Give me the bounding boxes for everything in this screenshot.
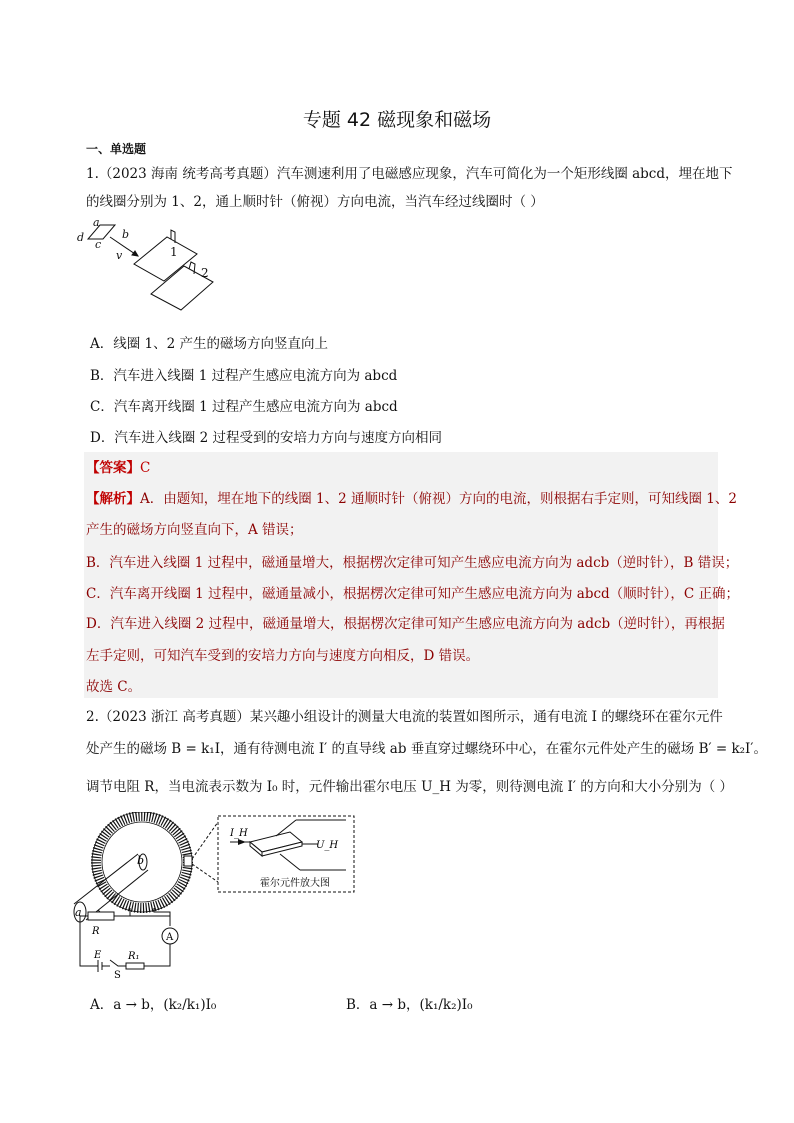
- uh-lead-bottom: [280, 854, 300, 870]
- label-a: a: [93, 216, 100, 229]
- answer-value: C: [140, 460, 151, 476]
- fig2-label-E: E: [94, 950, 102, 961]
- fig2-label-R: R: [92, 926, 100, 937]
- circuit-top-wire: [114, 916, 170, 926]
- coil-1-shape: [134, 237, 197, 281]
- q2-hall-figure: [70, 812, 360, 982]
- q1-analysis-line1: [86, 487, 737, 507]
- section-heading: 一、单选题: [86, 142, 147, 156]
- hall-element-small: [184, 856, 192, 866]
- q1-conclusion: 故选 C。: [86, 679, 142, 695]
- q2-stem-line1: 2.（2023 浙江 高考真题）某兴趣小组设计的测量大电流的装置如图所示，通有电流 I 的螺绕环在霍尔元件: [86, 709, 723, 725]
- fig2-label-S: S: [114, 970, 121, 981]
- toroid-lead: [154, 908, 170, 916]
- ih-arrowhead: [238, 839, 246, 845]
- zoom-line-bottom: [192, 864, 218, 882]
- q2-option-b: B．a → b，(k₁/k₂)I₀: [346, 997, 473, 1013]
- q1-analysis-line3: B．汽车进入线圈 1 过程中，磁通量增大，根据楞次定律可知产生感应电流方向为 adcb（逆时针），B 错误；: [86, 555, 739, 571]
- q1-analysis-line2: 产生的磁场方向竖直向下，A 错误；: [86, 522, 303, 538]
- q1-option-a: A．线圈 1、2 产生的磁场方向竖直向上: [90, 336, 329, 352]
- velocity-arrowhead: [132, 251, 138, 256]
- rheostat-R: [88, 912, 114, 920]
- analysis-text-1: A．由题知，埋在地下的线圈 1、2 通顺时针（俯视）方向的电流，则根据右手定则，可知线圈 1、2: [140, 491, 737, 507]
- q2-stem-line3: 调节电阻 R，当电流表示数为 I₀ 时，元件输出霍尔电压 U_H 为零，则待测电流 I′ 的方向和大小分别为（ ）: [86, 779, 734, 795]
- label-b: b: [122, 228, 130, 241]
- q1-option-c: C．汽车离开线圈 1 过程产生感应电流方向为 abcd: [90, 399, 398, 415]
- q1-stem-line1: 1.（2023 海南 统考高考真题）汽车测速利用了电磁感应现象，汽车可简化为一个矩形线圈 abcd，埋在地下: [86, 166, 733, 182]
- fig2-caption: 霍尔元件放大图: [260, 878, 330, 889]
- fig2-label-a: a: [75, 906, 82, 919]
- coil-2-lead: [189, 262, 195, 274]
- q1-option-b: B．汽车进入线圈 1 过程产生感应电流方向为 abcd: [90, 368, 398, 384]
- fig2-label-ih: I_H: [230, 828, 248, 839]
- label-coil1: 1: [170, 245, 178, 259]
- q1-coil-figure: [76, 216, 226, 326]
- q1-analysis-line4: C．汽车离开线圈 1 过程中，磁通量减小，根据楞次定律可知产生感应电流方向为 abcd（顺时针），C 正确；: [86, 586, 740, 602]
- q2-stem-line2: 处产生的磁场 B = k₁I，通有待测电流 I′ 的直导线 ab 垂直穿过螺绕环中心，在霍尔元件处产生的磁场 B′ = k₂I′。: [86, 741, 767, 757]
- label-v: v: [116, 249, 123, 262]
- analysis-label: 【解析】: [86, 491, 140, 507]
- q1-option-d: D．汽车进入线圈 2 过程受到的安培力方向与速度方向相同: [90, 430, 442, 446]
- zoom-line-top: [192, 822, 218, 859]
- q2-option-a: A．a → b，(k₂/k₁)I₀: [90, 997, 217, 1013]
- q1-answer: [86, 456, 150, 476]
- label-d: d: [77, 231, 85, 244]
- fig2-label-R1: R₁: [128, 951, 140, 962]
- circuit-right-wire: [144, 944, 170, 966]
- fig2-label-A: A: [166, 932, 174, 943]
- fig2-label-b: b: [137, 854, 145, 867]
- label-c: c: [95, 238, 102, 251]
- q1-analysis-line5: D．汽车进入线圈 2 过程中，磁通量增大，根据楞次定律可知产生感应电流方向为 adcb（逆时针），再根据: [86, 616, 725, 632]
- switch-S: [110, 960, 126, 966]
- resistor-R1: [126, 963, 144, 969]
- fig2-label-uh: U_H: [316, 840, 339, 851]
- page-title: 专题 42 磁现象和磁场: [302, 109, 492, 131]
- q1-analysis-line6: 左手定则，可知汽车受到的安培力方向与速度方向相反，D 错误。: [86, 648, 480, 664]
- answer-label: 【答案】: [86, 460, 140, 476]
- label-coil2: 2: [201, 266, 209, 280]
- q1-stem-line2: 的线圈分别为 1、2，通上顺时针（俯视）方向电流，当汽车经过线圈时（ ）: [86, 194, 544, 210]
